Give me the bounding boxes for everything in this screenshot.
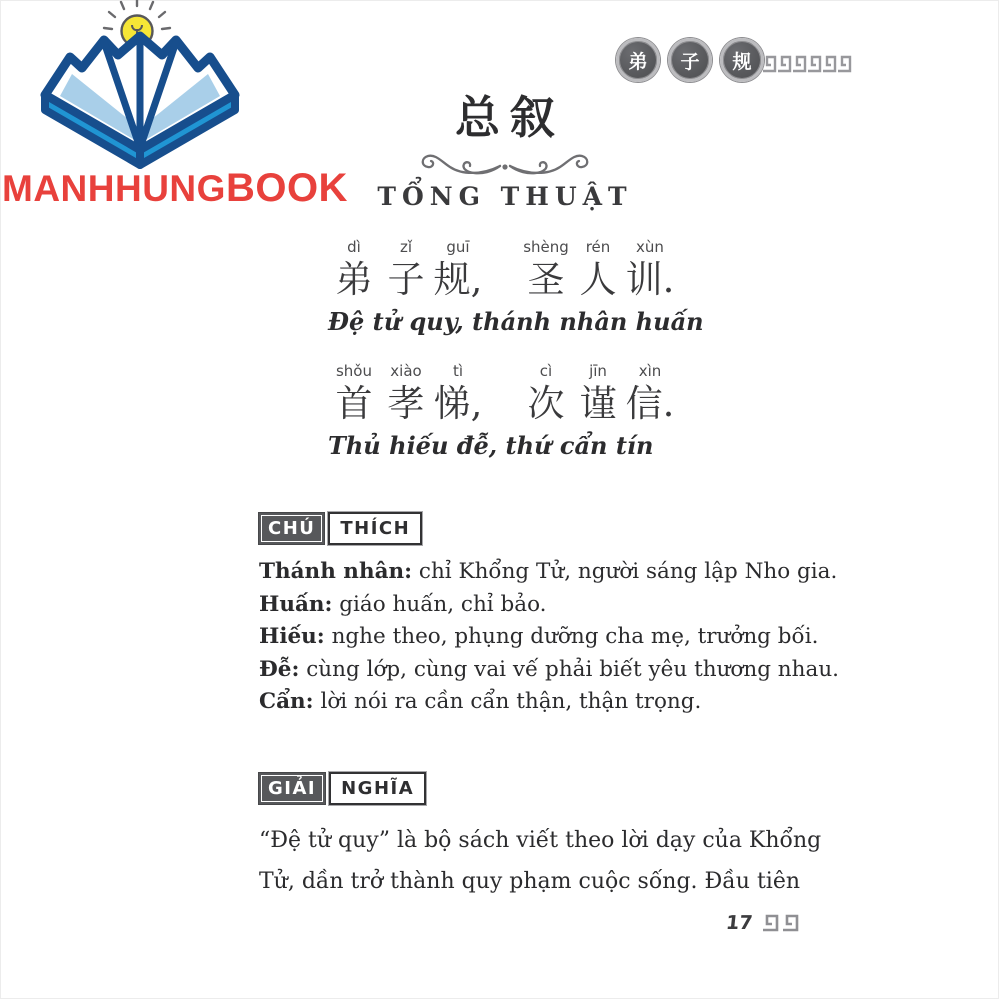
- chapter-title-block: [315, 91, 695, 211]
- seal-char-icon: 子: [668, 38, 712, 82]
- note-term: Đễ:: [259, 656, 300, 682]
- verse-char-cell: [572, 362, 624, 428]
- pinyin: jīn: [589, 362, 607, 380]
- note-definition: lời nói ra cần cẩn thận, thận trọng.: [313, 689, 702, 714]
- meaning-line: Tử, dần trở thành quy phạm cuộc sống. Đầu tiên: [259, 869, 801, 894]
- pinyin: dì: [347, 238, 361, 256]
- note-item: [259, 654, 839, 687]
- hanzi: 子: [387, 258, 425, 301]
- note-item: [259, 556, 839, 589]
- brand-logo: [0, 0, 348, 210]
- pinyin: xùn: [636, 238, 664, 256]
- note-definition: giáo huấn, chỉ bảo.: [332, 591, 547, 617]
- pinyin: cì: [539, 362, 553, 380]
- chapter-title-chinese: 总叙: [454, 91, 565, 144]
- pinyin: xiào: [390, 362, 422, 380]
- badge-label-dark: CHÚ: [258, 512, 325, 545]
- hanzi: 规,: [433, 258, 483, 301]
- badge-label-light: THÍCH: [328, 512, 422, 545]
- hanzi: 孝: [387, 382, 425, 425]
- verse-char-cell: [380, 362, 432, 428]
- verse-translation: Thủ hiếu đễ, thứ cẩn tín: [328, 431, 654, 460]
- seal-char-icon: 规: [720, 38, 764, 82]
- pinyin: xìn: [638, 362, 662, 380]
- hanzi: 首: [335, 382, 373, 425]
- verse-char-cell: [380, 238, 432, 304]
- badge-label-light: NGHĨA: [329, 772, 426, 805]
- hanzi: 训.: [625, 258, 675, 301]
- hanzi: 次: [527, 382, 565, 425]
- meander-ornament-icon: [762, 52, 852, 76]
- note-item: [259, 621, 839, 654]
- chapter-title-vietnamese: TỔNG THUẬT: [377, 182, 633, 211]
- hanzi: 弟: [335, 258, 373, 301]
- note-term: Thánh nhân:: [259, 559, 413, 584]
- note-term: Huấn:: [259, 591, 333, 617]
- pinyin: guī: [446, 238, 470, 256]
- brand-name-second: BOOK: [225, 166, 348, 210]
- verse-char-cell: [520, 238, 572, 304]
- seal-char-icon: 弟: [616, 38, 660, 82]
- hanzi: 人: [579, 258, 617, 301]
- note-item: [259, 589, 839, 622]
- verse-char-cell: [432, 238, 484, 304]
- verse-translation: Đệ tử quy, thánh nhân huấn: [328, 307, 704, 336]
- hanzi: 信.: [625, 382, 675, 425]
- page-number: 17: [724, 912, 754, 934]
- pinyin: zǐ: [399, 238, 413, 256]
- verse-line: [328, 362, 676, 428]
- verse-char-cell: [520, 362, 572, 428]
- note-term: Cẩn:: [259, 689, 314, 714]
- flourish-ornament-icon: [410, 138, 600, 178]
- note-item: [259, 686, 839, 719]
- verse-char-cell: [572, 238, 624, 304]
- page-footer: [726, 912, 801, 934]
- verse-char-cell: [328, 362, 380, 428]
- notes-section-badge: [258, 512, 422, 545]
- note-term: Hiếu:: [259, 624, 325, 649]
- note-definition: chỉ Khổng Tử, người sáng lập Nho gia.: [412, 559, 838, 584]
- pinyin: tì: [452, 362, 464, 380]
- brand-name-first: MANHHUNG: [2, 168, 226, 209]
- hanzi: 悌,: [433, 382, 483, 425]
- meaning-section-badge: [258, 772, 426, 805]
- pinyin: shǒu: [335, 362, 372, 380]
- badge-label-dark: GIẢI: [258, 772, 326, 805]
- verse-block: [328, 238, 704, 336]
- meaning-paragraph: [259, 820, 821, 902]
- brand-name: [2, 166, 348, 219]
- verse-char-cell: [432, 362, 484, 428]
- hanzi: 谨: [579, 382, 617, 425]
- verse-char-cell: [624, 362, 676, 428]
- note-definition: cùng lớp, cùng vai vế phải biết yêu thương nhau.: [299, 656, 840, 682]
- note-definition: nghe theo, phụng dưỡng cha mẹ, trưởng bối.: [324, 624, 819, 649]
- verse-char-cell: [624, 238, 676, 304]
- pinyin: rén: [585, 238, 611, 256]
- meaning-line: “Đệ tử quy” là bộ sách viết theo lời dạy của Khổng: [259, 828, 822, 853]
- verse-block: [328, 362, 676, 460]
- footer-ornament-icon: [761, 913, 801, 933]
- notes-list: [259, 556, 839, 719]
- pinyin: shèng: [523, 238, 569, 256]
- verse-char-cell: [328, 238, 380, 304]
- verse-line: [328, 238, 704, 304]
- header-seal-row: [616, 38, 764, 82]
- open-book-lightbulb-icon: [0, 0, 300, 170]
- hanzi: 圣: [527, 258, 565, 301]
